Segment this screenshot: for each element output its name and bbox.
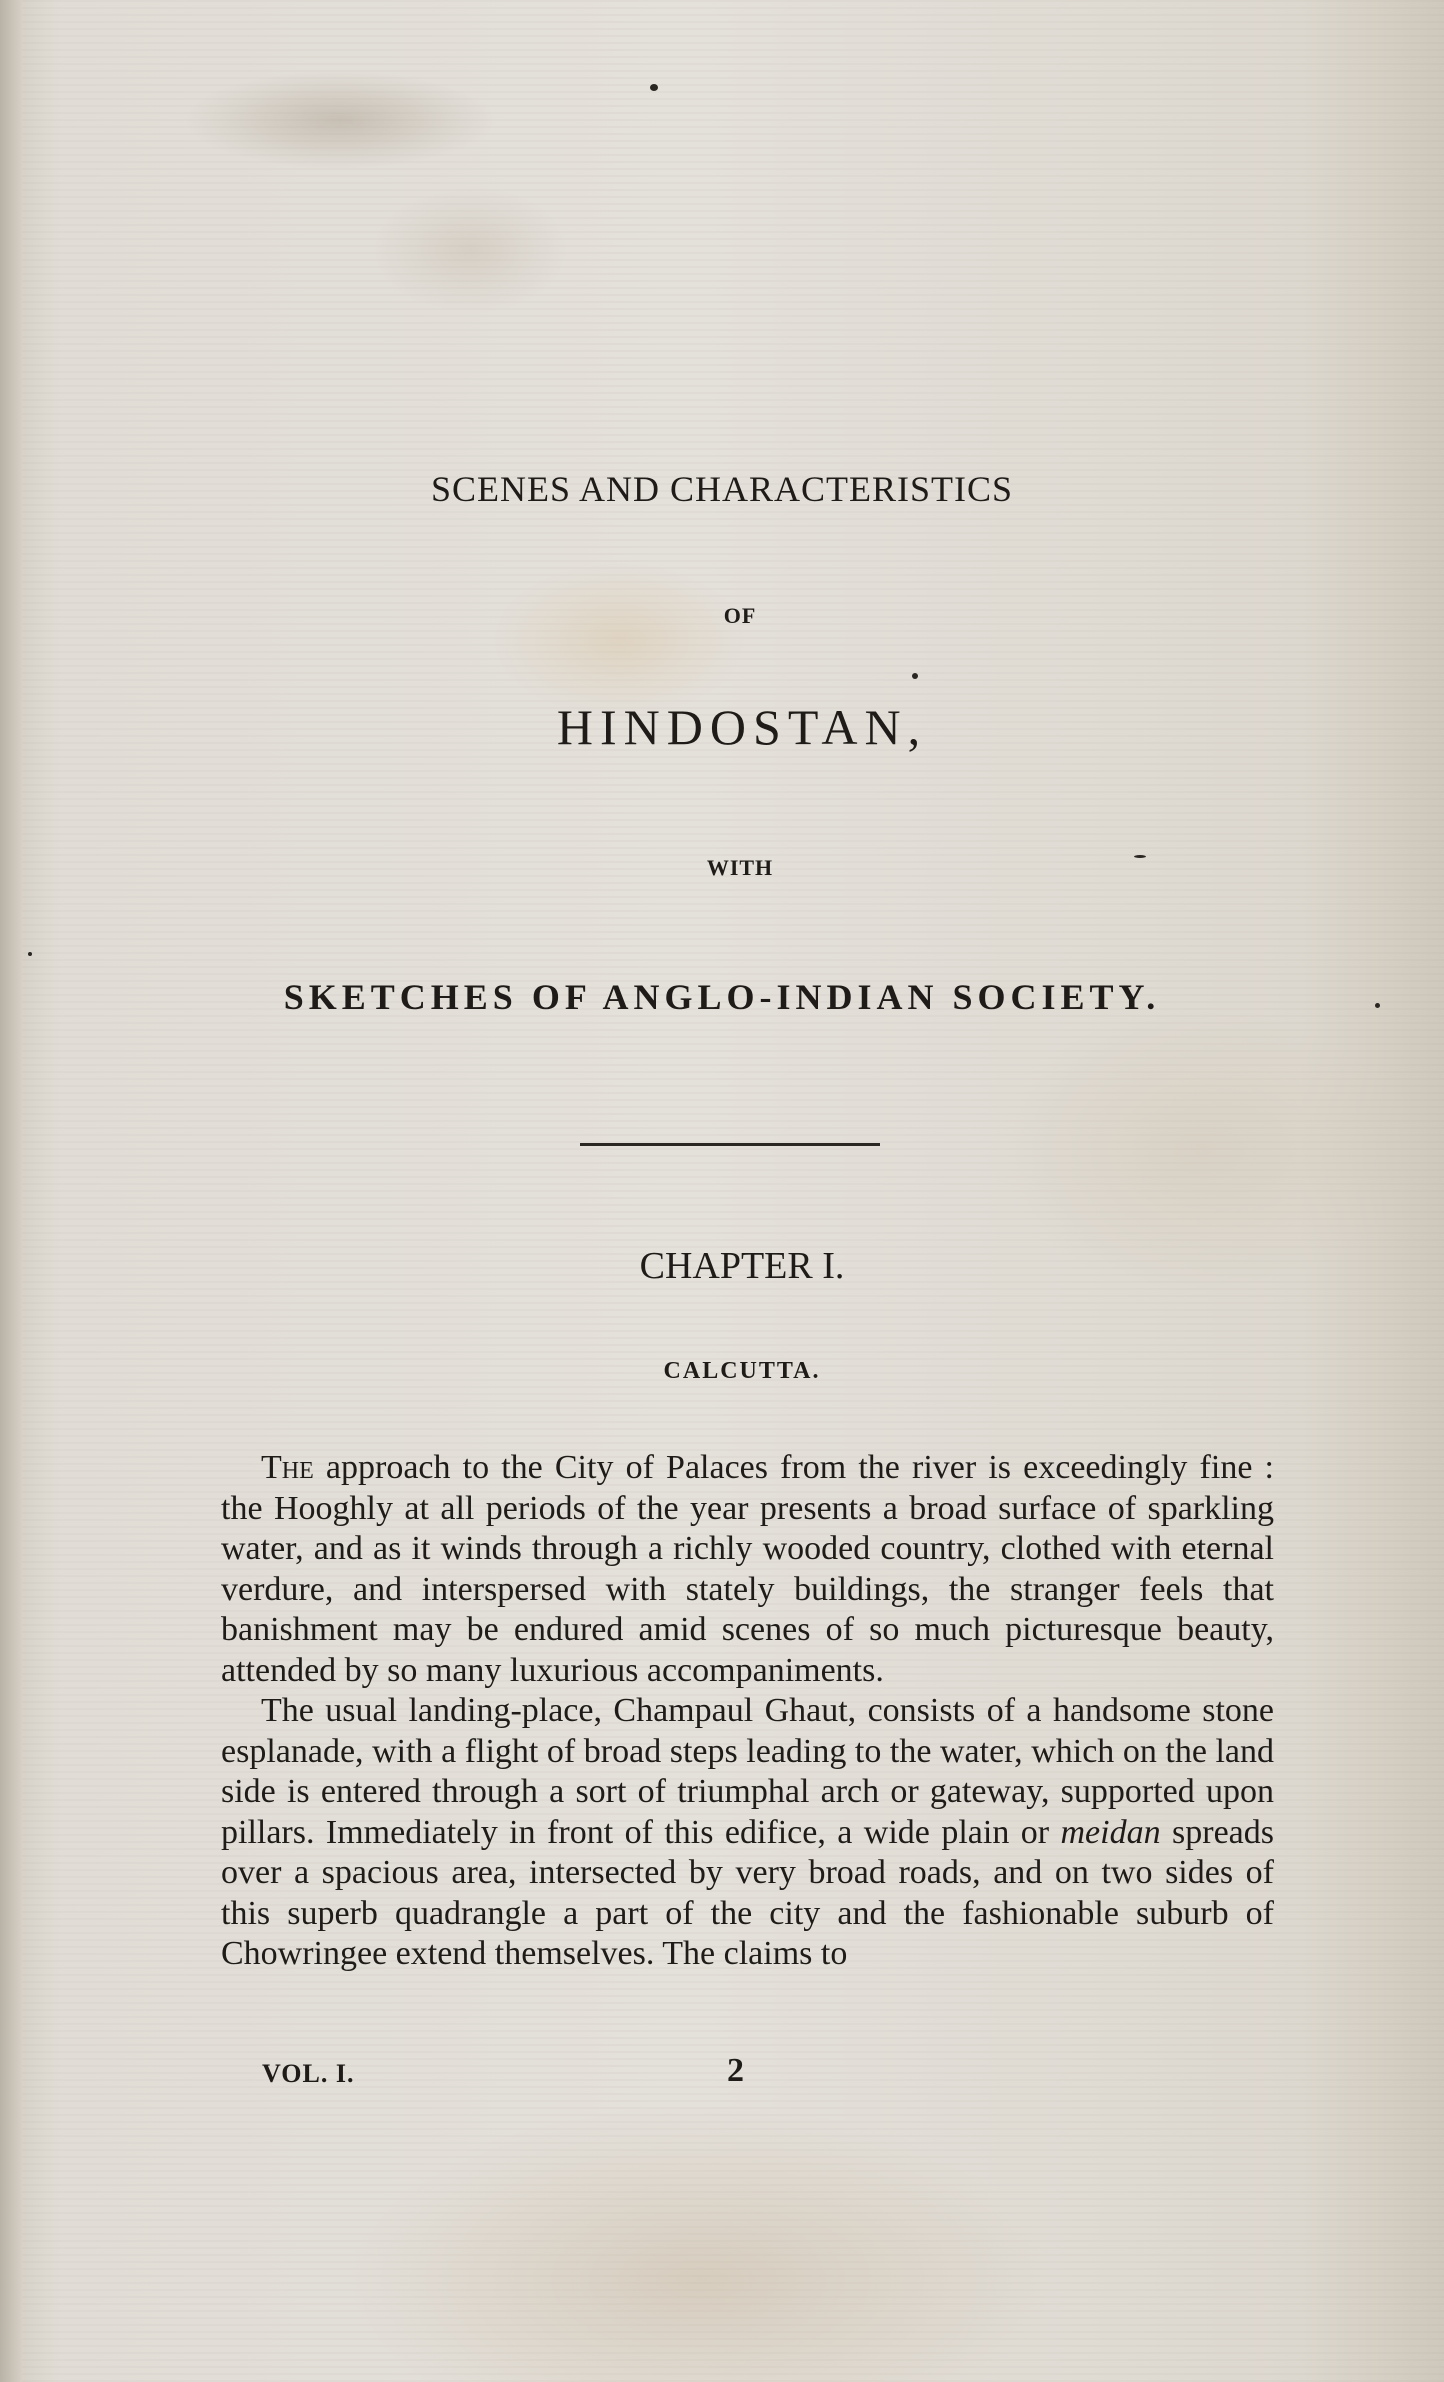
body-text — [221, 1448, 1274, 1975]
paragraph-1-lead: The — [261, 1449, 314, 1486]
title-line-scenes: SCENES AND CHARACTERISTICS — [430, 469, 1014, 509]
ink-speck — [1375, 1003, 1380, 1008]
paragraph-2 — [221, 1691, 1274, 1975]
title-subtitle: SKETCHES OF ANGLO-INDIAN SOCIETY. — [283, 977, 1161, 1017]
ink-speck — [650, 84, 658, 91]
title-with: WITH — [706, 855, 774, 880]
paragraph-2-text-before: The usual landing-place, Champaul Ghaut, consists of a handsome stone esplanade, with a flight of broad steps leading to the water, which on the land side is entered through a sort of triumphal arch or gateway, supported upon pillars. Immediately in front of this edifice, a wide plain or — [221, 1692, 1274, 1851]
paragraph-1-text: approach to the City of Palaces from the river is exceedingly fine : the Hooghly at all periods of the year presents a broad surface of sparkling water, and as it winds through a richly wooded country, clothed with eternal verdure, and interspersed with stately buildings, the stranger feels that banishment may be endured amid scenes of so much picturesque beauty, attended by so many luxurious accompaniments. — [221, 1449, 1274, 1689]
paragraph-2-text-after: spreads over a spacious area, intersected by very broad roads, and on two sides of this superb quadrangle a part of the city and the fashionable suburb of Chowringee extend themselves. The claims to — [221, 1813, 1274, 1972]
title-main: HINDOSTAN, — [556, 699, 928, 755]
ink-speck — [1134, 855, 1146, 858]
paragraph-2-italic-term: meidan — [1060, 1813, 1161, 1851]
ink-speck — [28, 952, 32, 956]
title-divider-rule — [580, 1143, 880, 1146]
title-of: OF — [723, 603, 757, 628]
footer-signature-mark: 2 — [727, 2052, 744, 2089]
footer-volume: VOL. I. — [262, 2059, 355, 2088]
chapter-heading: CHAPTER I. — [639, 1245, 845, 1287]
paragraph-1 — [221, 1448, 1274, 1691]
page-gutter-edge — [0, 0, 22, 2382]
ink-speck — [912, 673, 918, 679]
chapter-subheading: CALCUTTA. — [663, 1358, 821, 1384]
